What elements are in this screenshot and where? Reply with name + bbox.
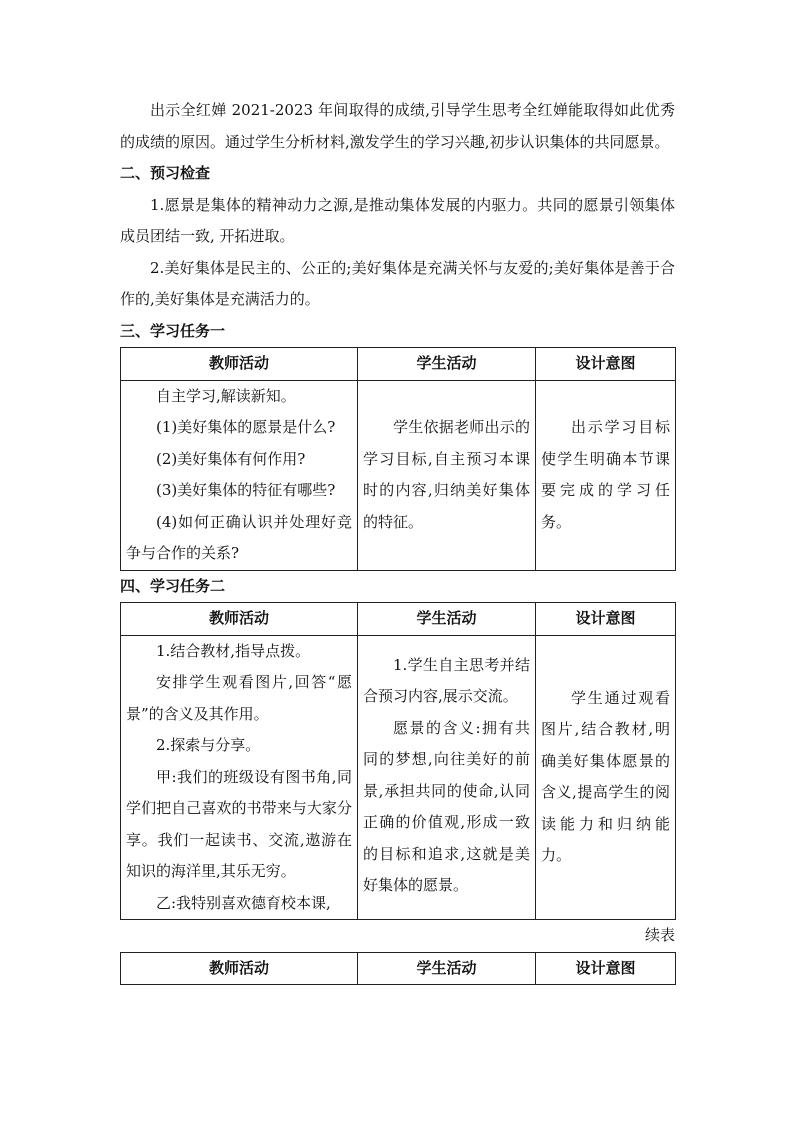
intent-text: 出示学习目标使学生明确本节课要完成的学习任务。 [541,418,670,531]
section-heading-task1: 三、学习任务一 [120,321,226,340]
teacher-line: 自主学习,解读新知。 [156,386,296,405]
header-student-activity: 学生活动 [358,603,536,636]
header-design-intent: 设计意图 [536,603,676,636]
table-header-row [121,952,676,985]
teacher-line: 1.结合教材,指导点拨。 [156,641,311,660]
teacher-activity-cell [121,380,358,570]
header-teacher-activity: 教师活动 [121,348,358,381]
student-line: 愿景的含义:拥有共同的梦想,向往美好的前景,承担共同的使命,认同正确的价值观,形成一致的目标和追求,这就是美好集体的愿景。 [363,718,530,894]
student-activity-cell [358,380,536,570]
section-heading-task2: 四、学习任务二 [120,576,226,595]
teacher-activity-cell [121,635,358,920]
preview-point-2: 2.美好集体是民主的、公正的;美好集体是充满关怀与友爱的;美好集体是善于合作的,美好集体是充满活力的。 [120,258,675,308]
continued-table [120,952,676,986]
student-line: 1.学生自主思考并结合预习内容,展示交流。 [363,655,530,705]
teacher-line: 乙:我特别喜欢德育校本课, [156,893,331,912]
document-page [120,95,675,985]
continued-label: 续表 [644,926,675,944]
design-intent-cell [536,380,676,570]
design-intent-cell [536,635,676,920]
header-student-activity: 学生活动 [358,348,536,381]
table-row [121,380,676,570]
preview-point-1: 1.愿景是集体的精神动力之源,是推动集体发展的内驱力。共同的愿景引领集体成员团结一致, 开拓进取。 [120,195,675,245]
student-text: 学生依据老师出示的学习目标,自主预习本课时的内容,归纳美好集体的特征。 [363,418,530,531]
header-teacher-activity: 教师活动 [121,952,358,985]
teacher-line: 安排学生观看图片,回答“愿景”的含义及其作用。 [126,673,352,723]
teacher-line: 甲:我们的班级设有图书角,同学们把自己喜欢的书带来与大家分享。我们一起读书、交流,遨游在知识的海洋里,其乐无穷。 [126,767,352,880]
teacher-line: (1)美好集体的愿景是什么? [156,418,336,436]
teacher-line: (4)如何正确认识并处理好竞争与合作的关系? [126,512,352,562]
student-activity-cell [358,635,536,920]
header-design-intent: 设计意图 [536,348,676,381]
header-teacher-activity: 教师活动 [121,603,358,636]
teacher-line: (3)美好集体的特征有哪些? [156,481,336,499]
table-row [121,635,676,920]
intent-text: 学生通过观看图片,结合教材,明确美好集体愿景的含义,提高学生的阅读能力和归纳能力。 [541,688,670,865]
task1-table [120,347,676,571]
section-heading-preview: 二、预习检查 [120,164,211,182]
table-header-row [121,603,676,636]
teacher-line: 2.探索与分享。 [156,736,261,754]
task2-table [120,602,676,920]
header-student-activity: 学生活动 [358,952,536,985]
teacher-line: (2)美好集体有何作用? [156,449,306,468]
intro-paragraph: 出示全红婵 2021-2023 年间取得的成绩,引导学生思考全红婵能取得如此优秀的成绩的原因。通过学生分析材料,激发学生的学习兴趣,初步认识集体的共同愿景。 [120,101,675,151]
table-header-row [121,348,676,381]
header-design-intent: 设计意图 [536,952,676,985]
